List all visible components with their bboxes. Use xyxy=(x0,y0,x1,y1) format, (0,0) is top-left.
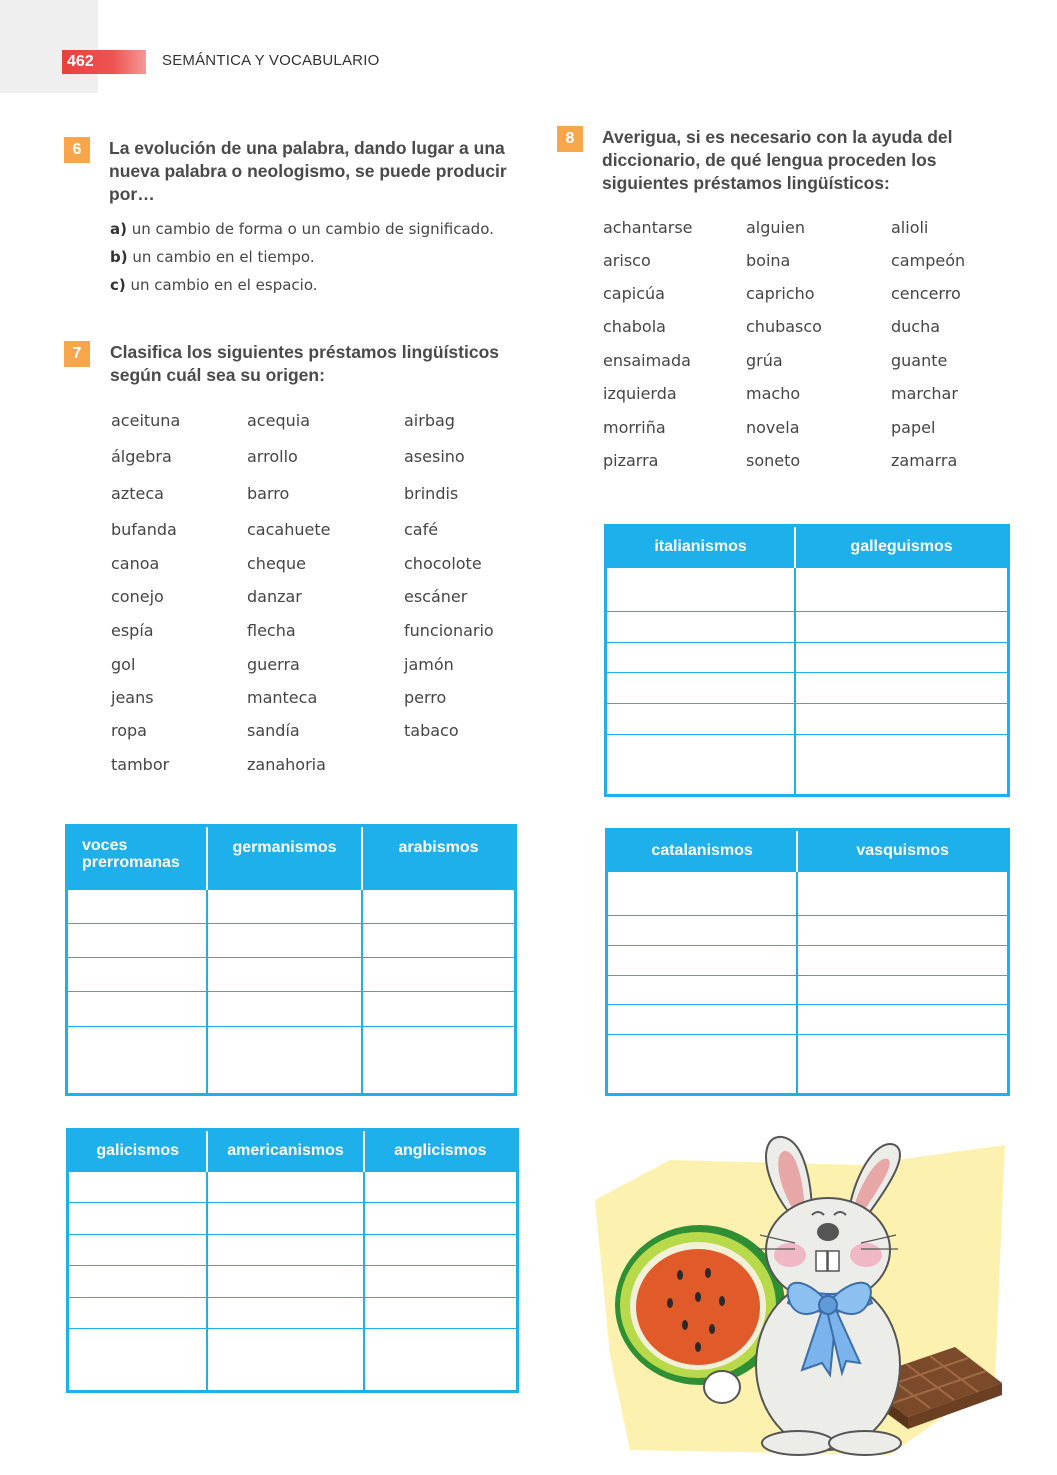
exercise-7-title xyxy=(110,341,530,387)
word-item: guante xyxy=(891,351,948,370)
table-cell[interactable] xyxy=(606,703,796,734)
table-cell[interactable] xyxy=(68,1266,208,1297)
word-item: café xyxy=(404,520,439,539)
table-row xyxy=(607,1035,1009,1095)
word-item: chocolote xyxy=(404,554,482,573)
table-cell[interactable] xyxy=(207,992,362,1026)
exercise-6-title-line: por… xyxy=(109,184,155,204)
word-item: barro xyxy=(247,484,290,503)
option-text: un cambio de forma o un cambio de significado. xyxy=(126,220,494,238)
exercise-8-title xyxy=(602,126,1022,195)
word-item: conejo xyxy=(111,587,164,606)
origin-table-voces-germanismos-arabismos xyxy=(65,824,517,1096)
word-item: capricho xyxy=(746,284,815,303)
table-cell[interactable] xyxy=(607,1035,798,1095)
rabbit-illustration xyxy=(590,1125,1010,1465)
table-cell[interactable] xyxy=(67,1026,207,1094)
exercise-6-option-a xyxy=(110,220,494,238)
table-cell[interactable] xyxy=(364,1266,518,1297)
table-row xyxy=(607,916,1009,946)
word-item: capicúa xyxy=(603,284,665,303)
word-item: achantarse xyxy=(603,218,693,237)
word-item: tabaco xyxy=(404,721,459,740)
table-row xyxy=(67,890,516,924)
table-cell[interactable] xyxy=(364,1329,518,1392)
table-cell[interactable] xyxy=(607,916,798,946)
column-header-galleguismos: galleguismos xyxy=(795,526,1008,568)
word-item: canoa xyxy=(111,554,160,573)
table-row xyxy=(67,1026,516,1094)
word-item: flecha xyxy=(247,621,296,640)
word-item: ropa xyxy=(111,721,147,740)
word-item: boina xyxy=(746,251,791,270)
table-cell[interactable] xyxy=(606,568,796,612)
table-cell[interactable] xyxy=(364,1203,518,1234)
word-item: pizarra xyxy=(603,451,659,470)
word-item: zamarra xyxy=(891,451,958,470)
table-cell[interactable] xyxy=(207,1297,363,1328)
word-item: zanahoria xyxy=(247,755,326,774)
table-cell[interactable] xyxy=(362,992,516,1026)
page-number: 462 xyxy=(62,50,146,74)
exercise-8-title-line: siguientes préstamos lingüísticos: xyxy=(602,173,890,193)
table-cell[interactable] xyxy=(607,945,798,975)
table-row xyxy=(68,1203,518,1234)
exercise-6-option-c xyxy=(110,276,318,294)
table-cell[interactable] xyxy=(207,958,362,992)
table-cell[interactable] xyxy=(68,1297,208,1328)
word-item: azteca xyxy=(111,484,164,503)
exercise-7-title-line: según cuál sea su origen: xyxy=(110,365,325,385)
word-item: novela xyxy=(746,418,800,437)
word-item: escáner xyxy=(404,587,468,606)
table-cell[interactable] xyxy=(362,1026,516,1094)
word-item: danzar xyxy=(247,587,302,606)
word-item: chubasco xyxy=(746,317,822,336)
word-item: soneto xyxy=(746,451,801,470)
table-cell[interactable] xyxy=(67,958,207,992)
word-item: guerra xyxy=(247,655,300,674)
table-cell[interactable] xyxy=(797,916,1008,946)
table-row xyxy=(606,612,1009,643)
word-item: jeans xyxy=(111,688,154,707)
table-cell[interactable] xyxy=(797,1035,1008,1095)
word-item: funcionario xyxy=(404,621,494,640)
word-item: alguien xyxy=(746,218,805,237)
table-cell[interactable] xyxy=(362,958,516,992)
table-row xyxy=(607,945,1009,975)
table-row xyxy=(68,1297,518,1328)
word-item: aceituna xyxy=(111,411,181,430)
option-text: un cambio en el espacio. xyxy=(125,276,318,294)
word-item: grúa xyxy=(746,351,783,370)
word-item: arisco xyxy=(603,251,651,270)
table-row xyxy=(606,703,1009,734)
table-cell[interactable] xyxy=(207,1172,363,1203)
table-cell[interactable] xyxy=(207,1026,362,1094)
table-cell[interactable] xyxy=(606,734,796,795)
table-row xyxy=(68,1234,518,1265)
table-cell[interactable] xyxy=(67,992,207,1026)
column-header-vasquismos: vasquismos xyxy=(797,830,1008,872)
table-cell[interactable] xyxy=(67,890,207,924)
table-cell[interactable] xyxy=(207,1203,363,1234)
table-cell[interactable] xyxy=(207,890,362,924)
table-cell[interactable] xyxy=(364,1234,518,1265)
word-item: acequia xyxy=(247,411,310,430)
word-item: alioli xyxy=(891,218,929,237)
table-cell[interactable] xyxy=(68,1329,208,1392)
table-row xyxy=(606,568,1009,612)
word-item: marchar xyxy=(891,384,958,403)
word-item: manteca xyxy=(247,688,318,707)
option-letter: b) xyxy=(110,248,128,266)
table-cell[interactable] xyxy=(68,1172,208,1203)
table-row xyxy=(67,958,516,992)
word-item: tambor xyxy=(111,755,170,774)
word-item: ducha xyxy=(891,317,941,336)
word-item: arrollo xyxy=(247,447,298,466)
column-header-germanismos: germanismos xyxy=(207,826,362,890)
column-header-anglicismos: anglicismos xyxy=(364,1130,518,1172)
table-cell[interactable] xyxy=(795,734,1008,795)
exercise-7-badge: 7 xyxy=(64,341,90,367)
word-item: morriña xyxy=(603,418,666,437)
exercise-6-option-b xyxy=(110,248,315,266)
table-row xyxy=(68,1329,518,1392)
exercise-6-title-line: nueva palabra o neologismo, se puede producir xyxy=(109,161,507,181)
table-row xyxy=(67,992,516,1026)
table-row xyxy=(68,1172,518,1203)
word-item: bufanda xyxy=(111,520,177,539)
word-item: cacahuete xyxy=(247,520,331,539)
table-row xyxy=(607,975,1009,1005)
word-item: cencerro xyxy=(891,284,961,303)
word-item: campeón xyxy=(891,251,966,270)
column-header-voces-prerromanas xyxy=(67,826,207,890)
exercise-8-title-line: diccionario, de qué lengua proceden los xyxy=(602,150,937,170)
table-cell[interactable] xyxy=(607,1005,798,1035)
table-cell[interactable] xyxy=(607,872,798,916)
header-line: voces xyxy=(82,837,128,854)
word-item: cheque xyxy=(247,554,306,573)
table-cell[interactable] xyxy=(364,1172,518,1203)
table-cell[interactable] xyxy=(67,924,207,958)
word-item: chabola xyxy=(603,317,666,336)
table-row xyxy=(67,924,516,958)
option-letter: a) xyxy=(110,220,127,238)
table-cell[interactable] xyxy=(607,975,798,1005)
table-row xyxy=(606,642,1009,673)
word-item: sandía xyxy=(247,721,300,740)
table-row xyxy=(606,673,1009,704)
table-row xyxy=(606,734,1009,795)
table-cell[interactable] xyxy=(362,924,516,958)
column-header-galicismos: galicismos xyxy=(68,1130,208,1172)
column-header-americanismos: americanismos xyxy=(207,1130,363,1172)
table-cell[interactable] xyxy=(68,1203,208,1234)
table-cell[interactable] xyxy=(795,703,1008,734)
exercise-8-title-line: Averigua, si es necesario con la ayuda del xyxy=(602,127,953,147)
column-header-arabismos: arabismos xyxy=(362,826,516,890)
section-title: SEMÁNTICA Y VOCABULARIO xyxy=(162,52,380,69)
option-letter: c) xyxy=(110,276,126,294)
page-header xyxy=(62,46,402,74)
table-row xyxy=(607,872,1009,916)
table-cell[interactable] xyxy=(797,1005,1008,1035)
exercise-6-badge: 6 xyxy=(64,137,90,163)
exercise-7-title-line: Clasifica los siguientes préstamos lingüísticos xyxy=(110,342,500,362)
option-text: un cambio en el tiempo. xyxy=(127,248,315,266)
word-item: airbag xyxy=(404,411,455,430)
origin-table-galicismos-americanismos-anglicismos xyxy=(66,1128,519,1393)
exercise-8-badge: 8 xyxy=(557,126,583,152)
exercise-6-title-line: La evolución de una palabra, dando lugar a una xyxy=(109,138,505,158)
table-cell[interactable] xyxy=(207,924,362,958)
word-item: izquierda xyxy=(603,384,677,403)
word-item: gol xyxy=(111,655,136,674)
table-cell[interactable] xyxy=(797,975,1008,1005)
column-header-catalanismos: catalanismos xyxy=(607,830,798,872)
table-row xyxy=(607,1005,1009,1035)
table-cell[interactable] xyxy=(207,1329,363,1392)
table-cell[interactable] xyxy=(797,872,1008,916)
table-cell[interactable] xyxy=(364,1297,518,1328)
table-row xyxy=(68,1266,518,1297)
table-cell[interactable] xyxy=(606,673,796,704)
word-item: jamón xyxy=(404,655,454,674)
table-cell[interactable] xyxy=(207,1266,363,1297)
word-item: álgebra xyxy=(111,447,172,466)
table-cell[interactable] xyxy=(68,1234,208,1265)
table-cell[interactable] xyxy=(606,612,796,643)
word-item: ensaimada xyxy=(603,351,691,370)
word-item: papel xyxy=(891,418,936,437)
header-line: prerromanas xyxy=(82,854,180,871)
column-header-italianismos: italianismos xyxy=(606,526,796,568)
table-cell[interactable] xyxy=(795,673,1008,704)
word-item: brindis xyxy=(404,484,459,503)
word-item: asesino xyxy=(404,447,465,466)
word-item: perro xyxy=(404,688,447,707)
table-cell[interactable] xyxy=(795,568,1008,612)
origin-table-catalanismos-vasquismos xyxy=(605,828,1010,1096)
word-item: macho xyxy=(746,384,801,403)
word-item: espía xyxy=(111,621,154,640)
table-cell[interactable] xyxy=(207,1234,363,1265)
exercise-6-title xyxy=(109,137,529,206)
table-cell[interactable] xyxy=(795,612,1008,643)
table-cell[interactable] xyxy=(797,945,1008,975)
origin-table-italianismos-galleguismos xyxy=(604,524,1010,797)
table-cell[interactable] xyxy=(795,642,1008,673)
table-cell[interactable] xyxy=(362,890,516,924)
table-cell[interactable] xyxy=(606,642,796,673)
